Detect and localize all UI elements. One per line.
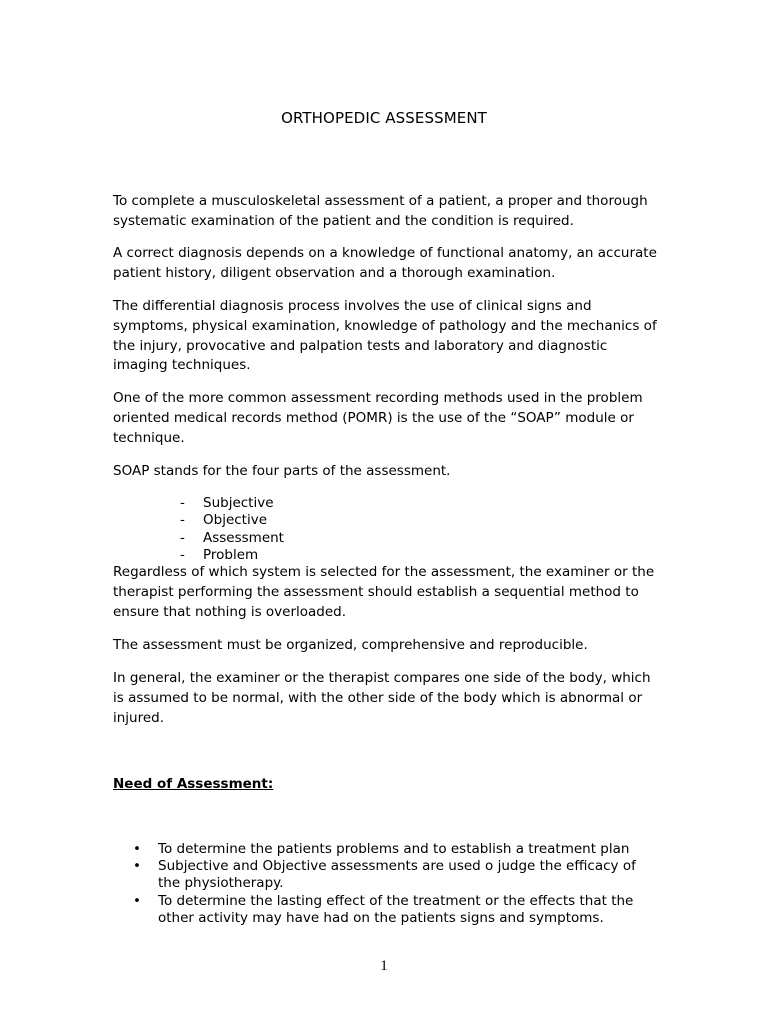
need-list-item bbox=[131, 893, 661, 927]
paragraph-pomr: One of the more common assessment recording methods used in the problem oriented medical records method (POMR) is the use of the “SOAP” module or technique. bbox=[113, 390, 643, 446]
dash-marker: - bbox=[180, 512, 185, 529]
dash-marker: - bbox=[180, 529, 185, 546]
soap-list-item bbox=[180, 512, 284, 529]
soap-list-item bbox=[180, 547, 284, 564]
need-item-text: To determine the patients problems and to establish a treatment plan bbox=[158, 841, 630, 857]
paragraph-diagnosis: A correct diagnosis depends on a knowledge of functional anatomy, an accurate patient history, diligent observation and a thorough examination. bbox=[113, 245, 657, 281]
need-item-text: Subjective and Objective assessments are used o judge the efficacy of the physiotherapy. bbox=[158, 858, 636, 892]
bullet-marker: • bbox=[133, 858, 141, 875]
dash-marker: - bbox=[180, 495, 185, 511]
soap-item-label: Objective bbox=[203, 512, 268, 529]
document-title: ORTHOPEDIC ASSESSMENT bbox=[281, 109, 487, 127]
need-heading: Need of Assessment: bbox=[113, 776, 274, 792]
need-list-item bbox=[131, 841, 661, 858]
soap-list bbox=[180, 495, 284, 564]
paragraph-soap: SOAP stands for the four parts of the assessment. bbox=[113, 463, 451, 479]
bullet-marker: • bbox=[133, 892, 141, 909]
dash-marker: - bbox=[180, 546, 185, 563]
soap-item-label: Problem bbox=[203, 546, 259, 563]
soap-item-label: Assessment bbox=[203, 529, 284, 546]
bullet-marker: • bbox=[133, 841, 141, 857]
need-item-text: To determine the lasting effect of the treatment or the effects that the other activity may have had on the patients signs and symptoms. bbox=[158, 892, 634, 926]
paragraph-intro: To complete a musculoskeletal assessment of a patient, a proper and thorough systematic examination of the patient and the condition is required. bbox=[113, 193, 648, 229]
paragraph-system: Regardless of which system is selected for the assessment, the examiner or the therapist performing the assessment should establish a sequential method to ensure that nothing is overloaded. bbox=[113, 564, 655, 620]
paragraph-organized: The assessment must be organized, comprehensive and reproducible. bbox=[113, 637, 588, 653]
soap-list-item bbox=[180, 495, 284, 512]
paragraph-compare: In general, the examiner or the therapist compares one side of the body, which is assumed to be normal, with the other side of the body which is abnormal or injured. bbox=[113, 670, 651, 726]
need-list bbox=[131, 841, 661, 927]
page-number: 1 bbox=[380, 958, 388, 974]
soap-list-item bbox=[180, 530, 284, 547]
soap-item-label: Subjective bbox=[203, 495, 274, 511]
paragraph-differential: The differential diagnosis process involves the use of clinical signs and symptoms, physical examination, knowledge of pathology and the mechanics of the injury, provocative and palpation tests and laboratory and diagnostic imaging techniques. bbox=[113, 298, 657, 374]
need-list-item bbox=[131, 858, 661, 892]
